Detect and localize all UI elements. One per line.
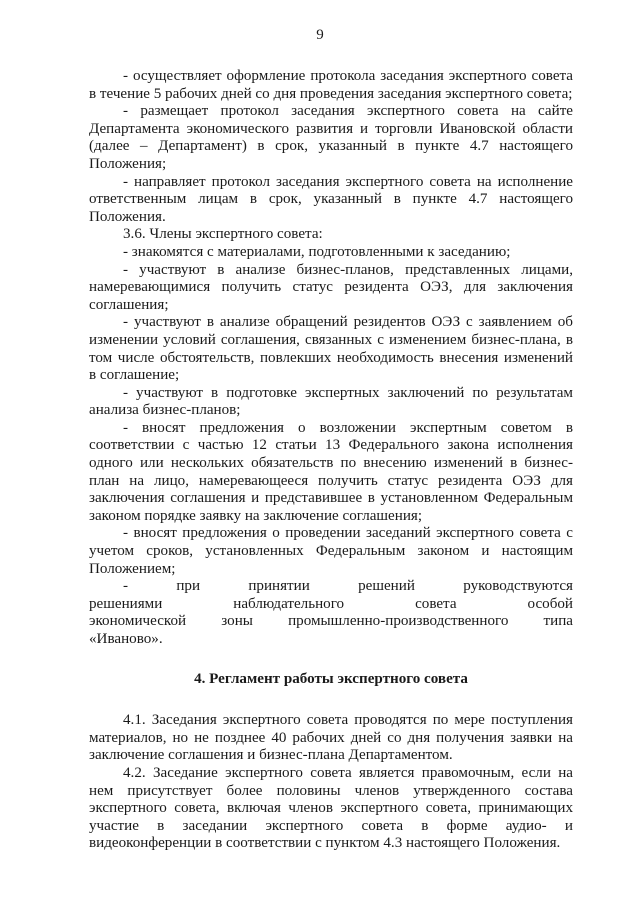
paragraph-review-materials: - знакомятся с материалами, подготовленными к заседанию; bbox=[123, 243, 511, 260]
paragraph-protocol-drafting: - осуществляет оформление протокола заседания экспертного совета в течение 5 рабочих дней со дня проведения заседания экспертного совета; bbox=[89, 68, 573, 102]
paragraph-expert-conclusions: - участвуют в подготовке экспертных заключений по результатам анализа бизнес-планов; bbox=[89, 384, 573, 419]
page-number: 9 bbox=[316, 27, 324, 43]
paragraph-proposals-meetings: - вносят предложения о проведении заседаний экспертного совета с учетом сроков, установленных Федеральным законом и настоящим Положением; bbox=[89, 525, 573, 577]
paragraph-analyze-resident-requests: - участвуют в анализе обращений резидентов ОЭЗ с заявлением об изменении условий соглашения, связанных с изменением бизнес-плана, в том числе обстоятельств, повлекших необходимость внесения изменений в соглашение; bbox=[89, 314, 573, 384]
paragraph-4-2: 4.2. Заседание экспертного совета является правомочным, если на нем присутствует более половины членов утвержденного состава экспертного совета, включая членов экспертного совета, принимающих участие в заседании экспертного совета в форме аудио- и видеоконференции в соответствии с пунктом 4.3 настоящего Положения. bbox=[89, 764, 573, 852]
document-body bbox=[89, 68, 573, 853]
paragraph-4-1: 4.1. Заседания экспертного совета проводятся по мере поступления материалов, но не позднее 40 рабочих дней со дня получения заявки на заключение соглашения и бизнес-плана Департаментом. bbox=[89, 712, 573, 764]
paragraph-3-6-members: 3.6. Члены экспертного совета: bbox=[123, 226, 323, 243]
paragraph-proposals-obligations: - вносят предложения о возложении экспертным советом в соответствии с частью 12 статьи 13 Федерального закона исполнения одного или нескольких обязательств по внесению изменений в бизнес-план на лицо, намеревающееся получить статус резидента ОЭЗ для заключения соглашения и представившее в установленном Федеральным законом порядке заявку на заключение соглашения; bbox=[89, 419, 573, 524]
paragraph-protocol-publishing: - размещает протокол заседания экспертного совета на сайте Департамента экономического развития и торговли Ивановской области (далее – Департамент) в срок, указанный в пункте 4.7 настоящего Положения; bbox=[89, 103, 573, 172]
paragraph-decisions-guidance: - при принятии решений руководствуются решениями наблюдательного совета особой экономической зоны промышленно-производственного типа «Иваново». bbox=[89, 578, 573, 647]
paragraph-analyze-business-plans: - участвуют в анализе бизнес-планов, представленных лицами, намеревающимися получить статус резидента ОЭЗ, для заключения соглашения; bbox=[89, 261, 573, 313]
section-heading: 4. Регламент работы экспертного совета bbox=[194, 670, 468, 687]
paragraph-protocol-sending: - направляет протокол заседания экспертного совета на исполнение ответственным лицам в срок, указанный в пункте 4.7 настоящего Положения. bbox=[89, 173, 573, 225]
